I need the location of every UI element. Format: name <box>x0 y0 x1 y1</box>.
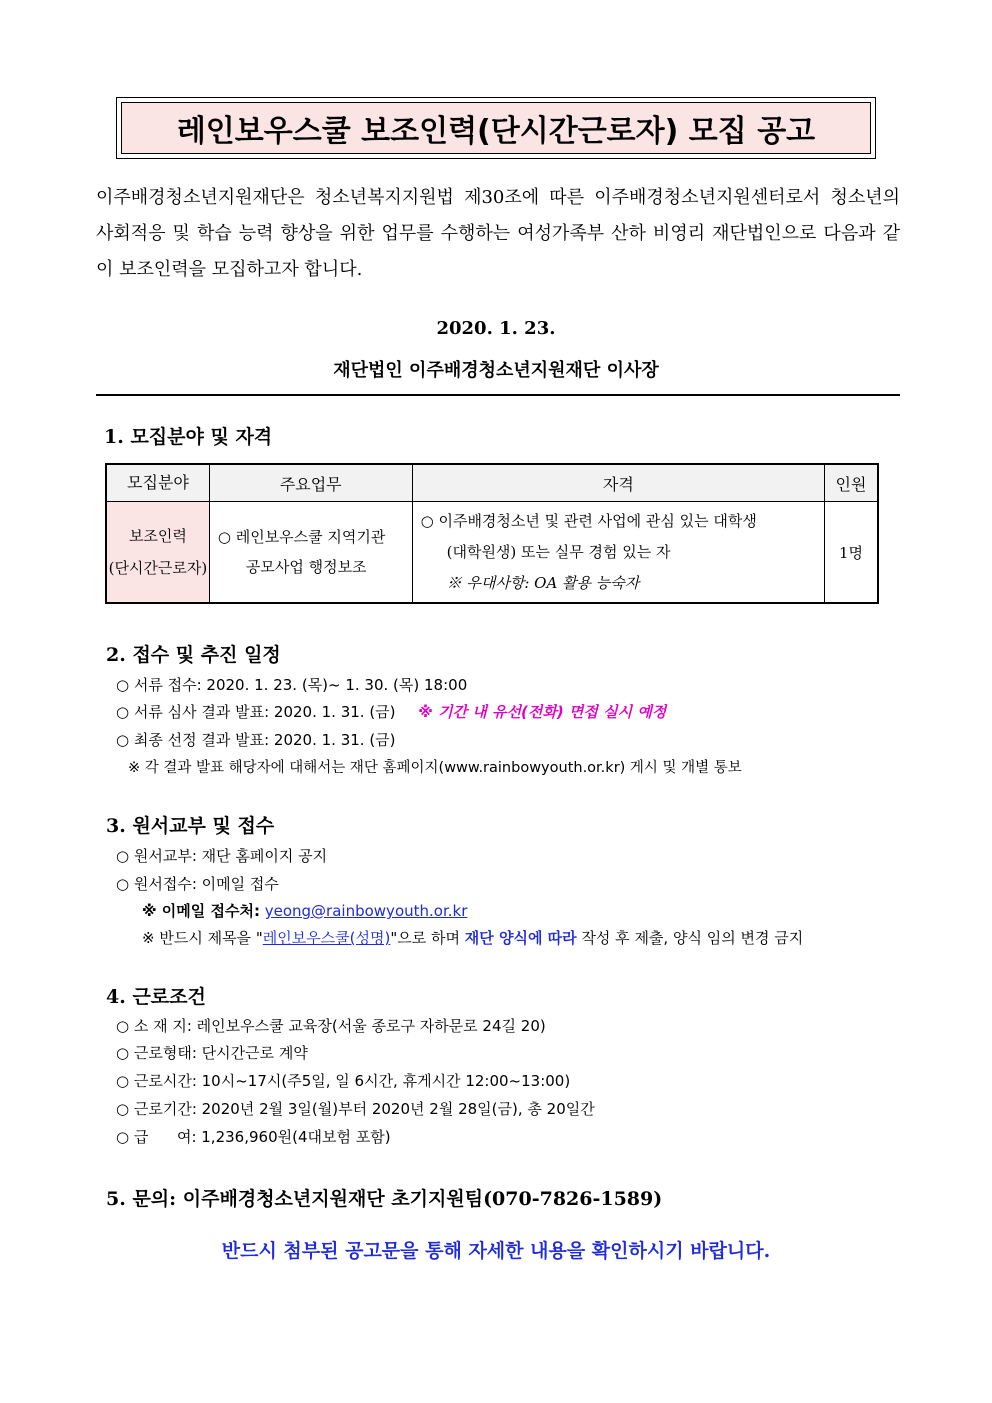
email-label: ※ 이메일 접수처: <box>142 902 260 920</box>
condition-item: ○ 근로시간: 10시~17시(주5일, 일 6시간, 휴게시간 12:00~13:00) <box>116 1072 571 1090</box>
divider <box>96 394 900 396</box>
email-link[interactable]: yeong@rainbowyouth.or.kr <box>264 902 468 920</box>
condition-item: ○ 근로형태: 단시간근로 계약 <box>116 1044 308 1062</box>
cell-count: 1명 <box>825 502 878 604</box>
qual-line1: ○ 이주배경청소년 및 관련 사업에 관심 있는 대학생 <box>420 511 757 530</box>
qualifications-table <box>105 463 879 604</box>
page-title: 레인보우스쿨 보조인력(단시간근로자) 모집 공고 <box>121 102 871 154</box>
interview-note: ※ 기간 내 유선(전화) 면접 실시 예정 <box>418 703 667 721</box>
cell-field <box>106 502 209 604</box>
field-line2: (단시간근로자) <box>108 559 208 577</box>
schedule-item-2 <box>116 701 666 722</box>
application-item-2: ○ 원서접수: 이메일 접수 <box>116 875 279 893</box>
notice-date: 2020. 1. 23. <box>436 318 556 339</box>
header-duty: 주요업무 <box>209 464 412 502</box>
duty-line1: ○ 레인보우스쿨 지역기관 <box>217 528 386 546</box>
cell-duty <box>209 502 412 604</box>
closing-message: 반드시 첨부된 공고문을 통해 자세한 내용을 확인하시기 바랍니다. <box>221 1240 771 1262</box>
section4-heading: 4. 근로조건 <box>106 986 206 1008</box>
title-box <box>116 97 876 159</box>
subject-value: 레인보우스쿨(성명) <box>262 929 391 947</box>
schedule-item-3: ○ 최종 선정 결과 발표: 2020. 1. 31. (금) <box>116 731 396 749</box>
duty-line2: 공모사업 행정보조 <box>245 558 367 576</box>
condition-item: ○ 소 재 지: 레인보우스쿨 교육장(서울 종로구 자하문로 24길 20) <box>116 1017 546 1035</box>
subject-post: 작성 후 제출, 양식 임의 변경 금지 <box>581 929 804 947</box>
qual-line2: (대학원생) 또는 실무 경험 있는 자 <box>446 542 671 561</box>
condition-item: ○ 근로기간: 2020년 2월 3일(월)부터 2020년 2월 28일(금), 총 20일간 <box>116 1100 595 1118</box>
subject-line <box>142 927 803 948</box>
table-row <box>106 502 878 604</box>
email-line <box>142 900 467 921</box>
schedule-note: ※ 각 결과 발표 해당자에 대해서는 재단 홈페이지(www.rainbowyouth.or.kr) 게시 및 개별 통보 <box>128 760 742 776</box>
section2-heading: 2. 접수 및 추진 일정 <box>106 644 281 666</box>
qual-note: ※ 우대사항: OA 활용 능숙자 <box>446 573 640 592</box>
header-field: 모집분야 <box>106 464 209 502</box>
field-line1: 보조인력 <box>128 527 187 545</box>
table-header-row <box>106 464 878 502</box>
condition-item: ○ 급 여: 1,236,960원(4대보험 포함) <box>116 1128 391 1146</box>
organization-signature: 재단법인 이주배경청소년지원재단 이사장 <box>333 360 659 381</box>
subject-mid: "으로 하며 <box>390 929 460 947</box>
header-qualification: 자격 <box>412 464 824 502</box>
section1-heading: 1. 모집분야 및 자격 <box>104 426 273 448</box>
subject-blue: 재단 양식에 따라 <box>464 929 577 947</box>
section3-heading: 3. 원서교부 및 접수 <box>106 815 275 837</box>
section5-heading: 5. 문의: 이주배경청소년지원재단 초기지원팀(070-7826-1589) <box>106 1188 663 1210</box>
subject-pre: ※ 반드시 제목을 " <box>142 929 263 947</box>
intro-paragraph: 이주배경청소년지원재단은 청소년복지지원법 제30조에 따른 이주배경청소년지원센터로서 청소년의 사회적응 및 학습 능력 향상을 위한 업무를 수행하는 여성가족부 산하 비영리 재단법인으로 다음과 같이 보조인력을 모집하고자 합니다. <box>96 187 900 280</box>
header-count: 인원 <box>825 464 878 502</box>
application-item-1: ○ 원서교부: 재단 홈페이지 공지 <box>116 847 328 865</box>
cell-qualification <box>412 502 824 604</box>
schedule-item-1: ○ 서류 접수: 2020. 1. 23. (목)~ 1. 30. (목) 18:00 <box>116 676 468 694</box>
schedule-item-2-text: ○ 서류 심사 결과 발표: 2020. 1. 31. (금) <box>116 703 396 721</box>
